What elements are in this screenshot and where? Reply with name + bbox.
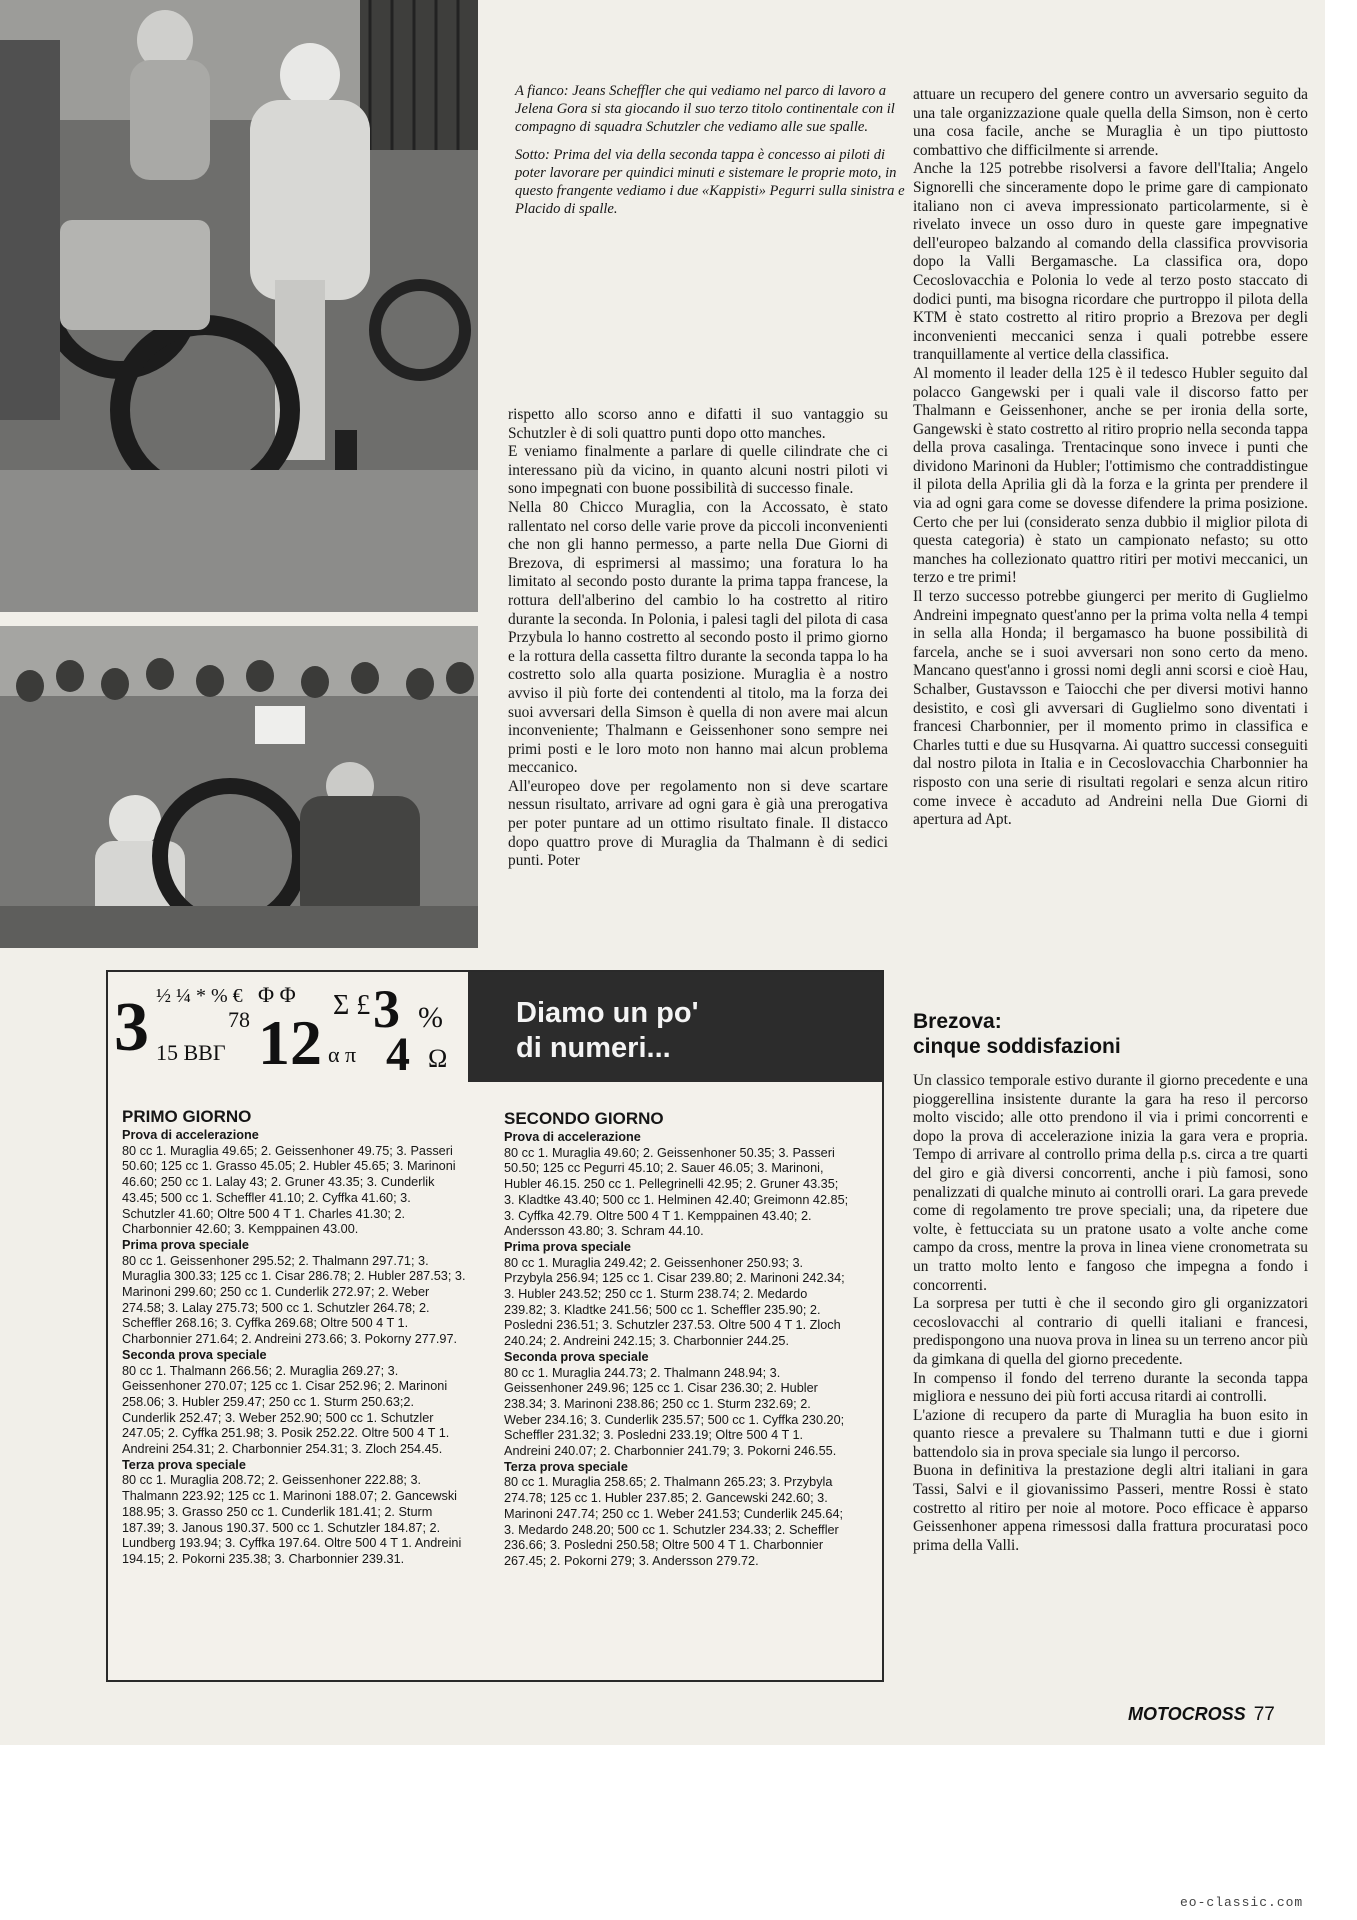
results-title-line: di numeri...	[516, 1032, 671, 1064]
prova-results: 80 cc 1. Muraglia 49.60; 2. Geissenhoner 50.35; 3. Passeri 50.50; 125 cc Pegurri 45.10; 2. Sauer 46.05; 3. Marinoni, Hubler 46.15. 250 cc 1. Pellegrinelli 42.95; 2. Gruner 43.35; 3. Kladtke 43.40; 500 cc 1. Helminen 42.40; Greimonn 42.85; 3. Cyffka 42.79. Oltre 500 4 T 1. Kemppainen 43.40; 2. Andersson 43.80; 3. Schram 44.10.	[504, 1145, 849, 1239]
heading-line: Brezova:	[913, 1010, 1002, 1033]
paragraph: L'azione di recupero da parte di Muraglia ha buon esito in quanto riesce a prevalere su Thalmann tutti e due i giorni battendolo sia in prova speciale sia lungo il percorso.	[913, 1406, 1308, 1461]
paragraph: Anche la 125 potrebbe risolversi a favore dell'Italia; Angelo Signorelli che sinceramente dopo le prime gare di campionato italiano non ci aveva impressionato particolarmente, si è rivelato invece un osso duro in queste gare impegnative dell'europeo balzando al comando della classifica provvisoria dopo la Valli Bergamasche. La classifica ora, dopo Cecoslovacchia e Polonia lo vede al terzo posto staccato di dodici punti, ma bisogna ricordare che purtroppo il pilota della KTM è stato costretto al ritiro proprio a Brezova per degli inconvenienti meccanici senza i quali potrebbe essere tranquillamente al vertice della classifica.	[913, 160, 1308, 364]
svg-text:3: 3	[373, 979, 400, 1039]
prova-results: 80 cc 1. Muraglia 258.65; 2. Thalmann 265.23; 3. Przybyla 274.78; 125 cc 1. Hubler 237.85; 2. Gancewski 242.60; 3. Marinoni 247.74; 250 cc 1. Weber 241.53; Cunderlik 245.64; 3. Medardo 248.20; 500 cc 1. Schutzler 234.33; 2. Scheffler 236.66; 3. Posledni 250.58; Oltre 500 4 T 1. Charbonnier 267.45; 2. Pokorni 279; 3. Andersson 279.72.	[504, 1475, 844, 1568]
svg-text:3: 3	[114, 989, 149, 1066]
photo-scheffler-paddock	[0, 0, 478, 612]
paragraph: Buona in definitiva la prestazione degli altri italiani in gara Tassi, Salvi e il giovanissimo Passeri, mentre Rossi è stato costretto al ritiro per noie al motore. Poco efficace è apparso Geissenhoner appena rimessosi dalla frattura procuratasi poco prima della Valli.	[913, 1462, 1308, 1554]
paragraph: Il terzo successo potrebbe giungerci per merito di Guglielmo Andreini impegnato quest'anno per la prima volta nella 4 tempi in sella alla Honda; il bergamasco ha buone possibilità di farcela, anche se i suoi avversari non sono certo da meno. Mancano quest'anno i grossi nomi degli anni scorsi e cioè Hau, Schalber, Gustavsson e Taiocchi che per diversi motivi hanno desistito, e così gli avversari di Guglielmo sono diventati i francesi Charbonnier, per il momento primo in classifica e Charles tutti e due su Husqvarna. Ai quattro successi conseguiti dal nostro pilota in Italia e in Cecoslovacchia Charbonnier ha risposto con una serie di risultati regolari e senza alcun ritiro come invece è accaduto ad Andreini nella Due Giorni di apertura ad Apt.	[913, 588, 1308, 829]
day-title: SECONDO GIORNO	[504, 1109, 664, 1128]
results-box	[106, 970, 884, 1682]
article-column-middle	[508, 406, 888, 871]
svg-text:4: 4	[386, 1028, 410, 1081]
magazine-logo: MOTOCROSS	[1128, 1704, 1246, 1724]
svg-text:15 BBΓ: 15 BBΓ	[156, 1040, 226, 1065]
svg-text:78: 78	[228, 1007, 250, 1032]
paragraph: La sorpresa per tutti è che il secondo giro gli organizzatori cecoslovacchi al contrario di quelli italiani e francesi, predispongono una nuova prova in linea su un terreno ancor più da gimkana di quella del giorno precedente.	[913, 1295, 1308, 1368]
caption-side: A fianco: Jeans Scheffler che qui vediamo nel parco di lavoro a Jelena Gora si sta giocando il suo terzo titolo continentale con il compagno di squadra Schutzler che vediamo alle sue spalle.	[515, 83, 895, 136]
prova-label: Seconda prova speciale	[504, 1349, 649, 1364]
article-column-right	[913, 86, 1308, 830]
heading-line: cinque soddisfazioni	[913, 1035, 1121, 1058]
prova-results: 80 cc 1. Muraglia 208.72; 2. Geissenhoner 222.88; 3. Thalmann 223.92; 125 cc 1. Marinoni 188.07; 2. Gancewski 188.95; 3. Grasso 250 cc 1. Cunderlik 181.41; 2. Sturm 187.39; 3. Janous 190.37. 500 cc 1. Schutzler 184.87; 2. Lundberg 193.94; 3. Cyffka 197.64. Oltre 500 4 T 1. Andreini 194.15; 2. Pokorni 235.38; 3. Charbonnier 239.31.	[122, 1473, 462, 1566]
results-banner	[108, 972, 882, 1082]
paragraph: E veniamo finalmente a parlare di quelle cilindrate che ci interessano più da vicino, in quanto alcuni nostri piloti vi sono impegnati con buone possibilità di successo finale.	[508, 443, 888, 498]
paragraph: Nella 80 Chicco Muraglia, con la Accossato, è stato rallentato nel corso delle varie prove da piccoli inconvenienti che non gli hanno permesso, a parte nella Due Giorni di Brezova, di esprimersi al massimo; una foratura lo ha limitato al secondo posto durante la prima tappa francese, la rottura dell'alberino del cambio lo ha costretto al ritiro durante la seconda. In Polonia, i palesi tagli del pilota di casa Przybula lo hanno costretto al secondo posto il primo giorno e la rottura della cassetta filtro durante la seconda tappa lo ha costretto solo alla quarta posizione. Muraglia è a nostro avviso il più forte dei contendenti al titolo, ma la forza dei suoi avversari della Simson è quella di non avere mai alcun inconveniente; Thalmann e Geissenhoner sono sempre nei primi posti e le loro moto non hanno mai alcun problema meccanico.	[508, 498, 888, 777]
numbers-illustration	[108, 972, 468, 1082]
prova-results: 80 cc 1. Muraglia 249.42; 2. Geissenhoner 250.93; 3. Przybyla 256.94; 125 cc 1. Cisar 239.80; 2. Marinoni 242.34; 3. Hubler 243.52; 250 cc 1. Sturm 238.74; 2. Medardo 239.82; 3. Kladtke 241.56; 500 cc 1. Scheffler 235.90; 2. Posledni 236.51; 3. Schutzler 237.53. Oltre 500 4 T 1. Zloch 240.24; 2. Andreini 242.15; 3. Charbonnier 244.25.	[504, 1255, 845, 1349]
svg-text:%: %	[418, 1001, 443, 1034]
paragraph: In compenso il fondo del terreno durante la seconda tappa migliora e nessuno dei più forti accusa ritardi ai controlli.	[913, 1369, 1308, 1406]
prova-label: Prova di accelerazione	[504, 1130, 641, 1144]
svg-text:½ ¼ * % €: ½ ¼ * % €	[156, 985, 243, 1007]
prova-label: Terza prova speciale	[504, 1459, 628, 1474]
results-day-one	[122, 1106, 467, 1568]
results-title-line: Diamo un po'	[516, 997, 699, 1029]
site-watermark: eo-classic.com	[1180, 1895, 1304, 1910]
photo-captions	[515, 82, 910, 227]
photo-pit-work-pegurri	[0, 626, 478, 948]
paragraph: rispetto allo scorso anno e difatti il suo vantaggio su Schutzler è di soli quattro punti dopo otto manches.	[508, 406, 888, 442]
svg-text:12: 12	[258, 1007, 322, 1078]
paragraph: Un classico temporale estivo durante il giorno precedente e una pioggerellina insistente durante la gara ha reso il percorso molto viscido; alle otto prendono il via i primi concorrenti e dopo la prova di accelerazione inizia la gara vera e propria. Tempo di arrivare al controllo prima della p.s. circa a tre quarti del giro e già diversi concorrenti, anche i più famosi, sono penalizzati di qualche minuto ai controlli orari. La gara prevede come di regolamento tre prove speciali; una, da ripetere due volte, è fettucciata su un pratone usato a volte anche come campo da cross, mentre la prova in linea viene cronometrata su un tratto molto lento e fangoso che impegna a fondo i concorrenti.	[913, 1072, 1308, 1294]
svg-text:α π: α π	[328, 1042, 357, 1067]
prova-label: Prima prova speciale	[504, 1239, 631, 1254]
results-day-two	[504, 1108, 849, 1570]
svg-text:Σ £: Σ £	[333, 990, 371, 1021]
prova-label: Prova di accelerazione	[122, 1128, 259, 1142]
prova-label: Seconda prova speciale	[122, 1347, 267, 1362]
page-number: 77	[1253, 1704, 1275, 1725]
svg-text:Φ Φ: Φ Φ	[258, 982, 296, 1007]
prova-label: Prima prova speciale	[122, 1237, 249, 1252]
day-title: PRIMO GIORNO	[122, 1107, 252, 1126]
svg-text:Ω: Ω	[428, 1044, 448, 1073]
paragraph: attuare un recupero del genere contro un avversario seguito da una tale organizzazione quale quella della Simson, non è certo una cosa facile, anche se Muraglia è un tipo piuttosto combattivo che difficilmente si arrende.	[913, 86, 1308, 159]
paragraph: All'europeo dove per regolamento non si deve scartare nessun risultato, arrivare ad ogni gara è già una prerogativa per poter puntare ad un ottimo risultato finale. Il distacco dopo quattro prove di Muraglia da Thalmann è di sedici punti. Poter	[508, 777, 888, 870]
prova-results: 80 cc 1. Muraglia 49.65; 2. Geissenhoner 49.75; 3. Passeri 50.60; 125 cc 1. Grasso 45.05; 2. Hubler 45.65; 3. Marinoni 46.60; 250 cc 1. Lalay 43; 2. Gruner 43.35; 3. Cunderlik 43.45; 500 cc 1. Scheffler 41.10; 2. Cyffka 41.60; 3. Schutzler 41.60; Oltre 500 4 T 1. Charles 41.30; 2. Charbonnier 42.60; 3. Kemppainen 43.00.	[122, 1143, 456, 1237]
page-footer	[1128, 1704, 1275, 1726]
caption-below: Sotto: Prima del via della seconda tappa è concesso ai piloti di poter lavorare per quindici minuti e sistemare le proprie moto, in questo frangente vediamo i due «Kappisti» Pegurri sulla sinistra e Placido di spalle.	[515, 146, 905, 218]
section-heading-brezova	[913, 1009, 1308, 1059]
article-column-brezova	[913, 1072, 1308, 1555]
paragraph: Al momento il leader della 125 è il tedesco Hubler seguito dal polacco Gangewski per i quali vale il discorso fatto per Thalmann e Geissenhoner, anche se per ironia della sorte, Gangewski è stato costretto al ritiro proprio nella seconda tappa della prova casalinga. Trentacinque sono invece i punti che dividono Marinoni da Hubler; l'ottimismo che contraddistingue il pilota della Aprilia gli dà la forza e la grinta per prendere il via ad ogni gara come se dovesse difendere la prima posizione. Certo che per lui (considerato senza dubbio il miglior pilota di questa categoria) è stato un campionato nefasto; su otto manches ha collezionato quattro ritiri per motivi meccanici, un terzo e tre primi!	[913, 364, 1308, 587]
prova-results: 80 cc 1. Thalmann 266.56; 2. Muraglia 269.27; 3. Geissenhoner 270.07; 125 cc 1. Cisar 252.96; 2. Marinoni 258.06; 3. Hubler 259.47; 250 cc 1. Sturm 250.63;2. Cunderlik 252.47; 3. Weber 252.90; 500 cc 1. Schutzler 247.05; 2. Cyffka 251.98; 3. Posik 252.22. Oltre 500 4 T 1. Andreini 254.31; 2. Charbonnier 254.31; 3. Zloch 254.45.	[122, 1363, 450, 1457]
results-title	[516, 996, 856, 1066]
prova-label: Terza prova speciale	[122, 1457, 246, 1472]
prova-results: 80 cc 1. Geissenhoner 295.52; 2. Thalmann 297.71; 3. Muraglia 300.33; 125 cc 1. Cisar 286.78; 2. Hubler 287.53; 3. Marinoni 299.60; 250 cc 1. Cunderlik 272.97; 2. Weber 274.58; 3. Lalay 275.73; 500 cc 1. Schutzler 264.78; 2. Scheffler 268.16; 3. Cyffka 269.68; Oltre 500 4 T 1. Charbonnier 271.64; 2. Andreini 273.66; 3. Pokorny 277.97.	[122, 1253, 466, 1347]
numbers-collage-icon	[108, 972, 468, 1082]
prova-results: 80 cc 1. Muraglia 244.73; 2. Thalmann 248.94; 3. Geissenhoner 249.96; 125 cc 1. Cisar 236.30; 2. Hubler 238.34; 3. Marinoni 238.86; 250 cc 1. Sturm 232.69; 2. Weber 234.16; 3. Cunderlik 235.57; 500 cc 1. Cyffka 230.20; Scheffler 231.32; 3. Posledni 233.19; Oltre 500 4 T 1. Andreini 240.07; 2. Charbonnier 241.79; 3. Pokorni 246.55.	[504, 1365, 845, 1459]
